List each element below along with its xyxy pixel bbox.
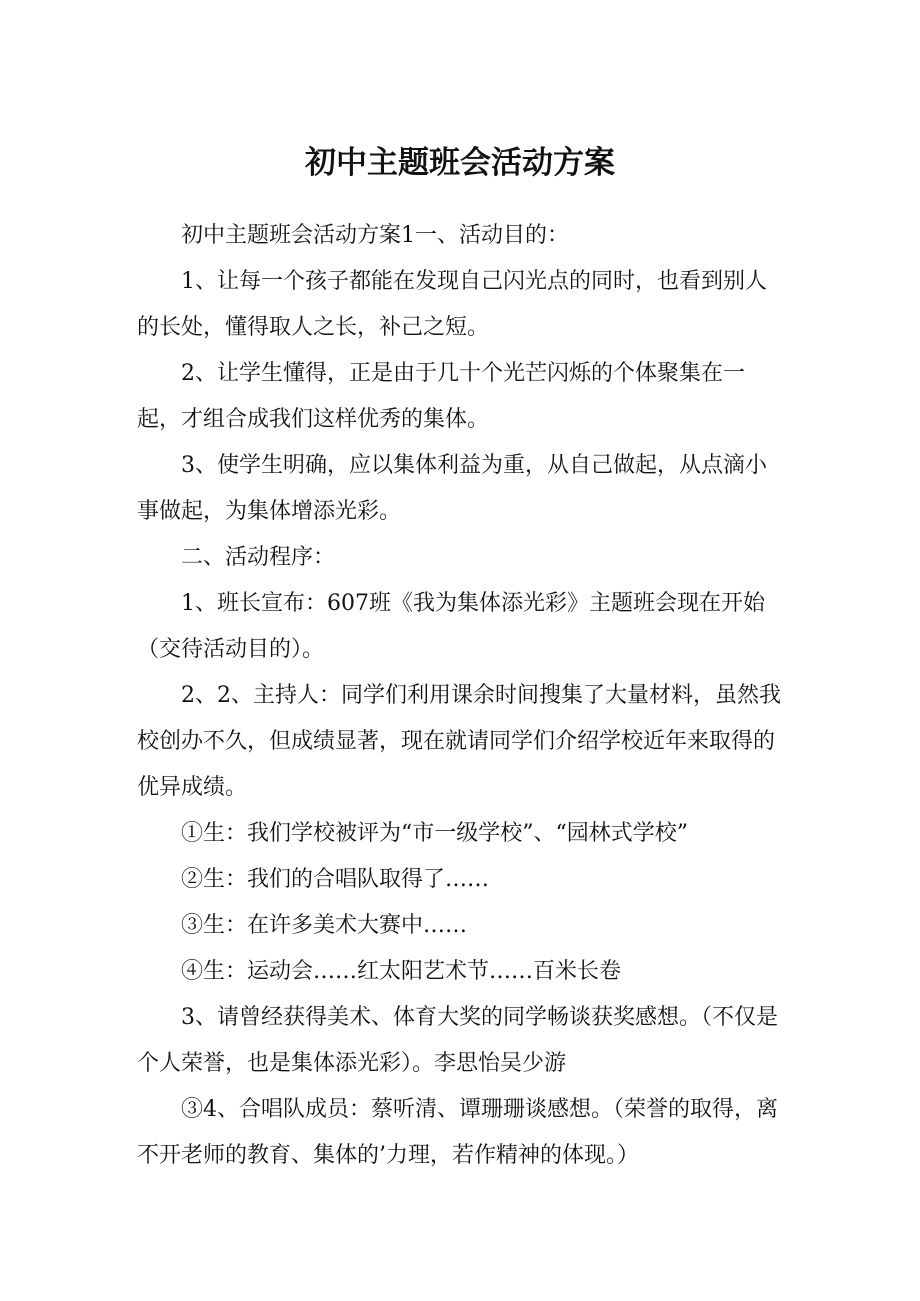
section-heading-procedure: 二、活动程序： [181, 545, 336, 570]
paragraph-step-1: 1、班长宣布：607班《我为集体添光彩》主题班会现在开始（交待活动目的）。 [137, 591, 765, 662]
paragraph-goal-2: 2、让学生懂得，正是由于几十个光芒闪烁的个体聚集在一起，才组合成我们这样优秀的集体。 [137, 361, 745, 432]
paragraph-intro: 初中主题班会活动方案1一、活动目的： [181, 223, 569, 248]
paragraph-step-3: 3、请曾经获得美术、体育大奖的同学畅谈获奖感想。（不仅是个人荣誉，也是集体添光彩）。李思怡吴少游 [137, 1005, 778, 1076]
paragraph-student-2: ②生：我们的合唱队取得了…… [181, 867, 490, 892]
paragraph-student-3: ③生：在许多美术大赛中…… [181, 913, 468, 938]
paragraph-goal-1: 1、让每一个孩子都能在发现自己闪光点的同时，也看到别人的长处，懂得取人之长，补己之短。 [137, 269, 767, 340]
paragraph-step-4: ③4、合唱队成员：蔡听清、谭珊珊谈感想。（荣誉的取得，离不开老师的教育、集体的’力理，若作精神的体现。） [137, 1097, 778, 1168]
document-title: 初中主题班会活动方案 [305, 144, 615, 181]
paragraph-goal-3: 3、使学生明确，应以集体利益为重，从自己做起，从点滴小事做起，为集体增添光彩。 [137, 453, 767, 524]
paragraph-student-1: ①生：我们学校被评为“市一级学校”、“园林式学校” [181, 821, 688, 846]
document-body [137, 213, 787, 1179]
paragraph-step-2: 2、2、主持人：同学们利用课余时间搜集了大量材料，虽然我校创办不久，但成绩显著，现在就请同学们介绍学校近年来取得的优异成绩。 [137, 683, 781, 800]
paragraph-student-4: ④生：运动会……红太阳艺术节……百米长卷 [181, 959, 622, 984]
